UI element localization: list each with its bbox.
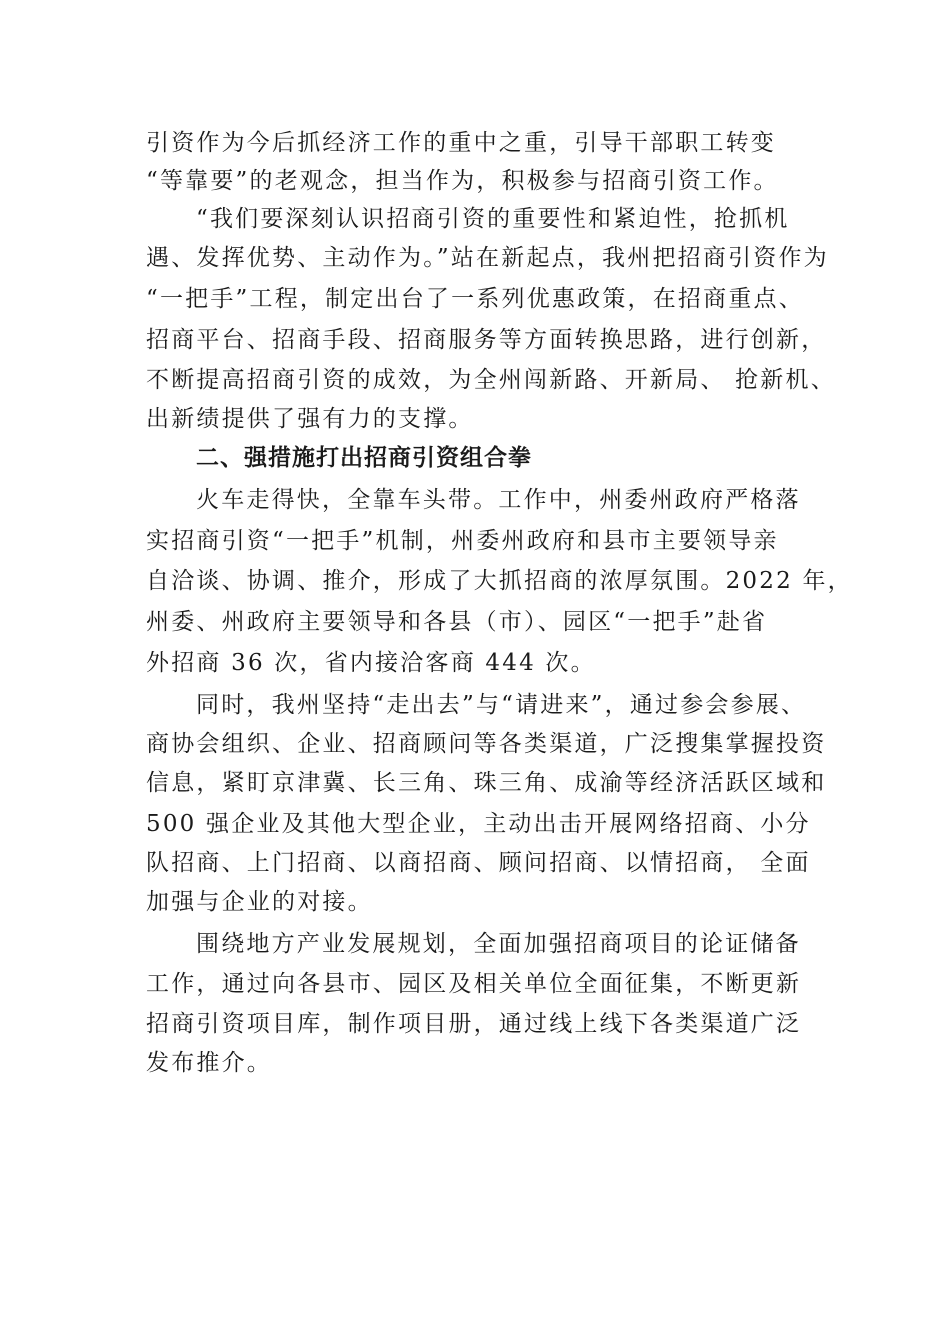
text-line: 招商引资项目库，制作项目册，通过线上线下各类渠道广泛 <box>146 1011 802 1037</box>
text-line: 商协会组织、企业、招商顾问等各类渠道，广泛搜集掌握投资 <box>146 731 827 757</box>
text-line: 实招商引资“一把手”机制，州委州政府和县市主要领导亲 <box>146 528 779 554</box>
text-line: 州委、州政府主要领导和各县（市）、园区“一把手”赴省 <box>146 609 768 635</box>
text-line: 信息，紧盯京津冀、长三角、珠三角、成渝等经济活跃区域和 <box>146 770 827 796</box>
text-line: 发布推介。 <box>146 1050 272 1076</box>
text-line: 出新绩提供了强有力的支撑。 <box>146 406 474 432</box>
text-line: 不断提高招商引资的成效，为全州闯新路、开新局、 抢新机、 <box>146 367 836 393</box>
text-line: 火车走得快，全靠车头带。工作中，州委州政府严格落 <box>196 487 801 513</box>
text-line: 引资作为今后抓经济工作的重中之重，引导干部职工转变 <box>146 130 776 156</box>
text-line: 500 强企业及其他大型企业，主动出击开展网络招商、小分 <box>146 811 811 837</box>
text-line: 队招商、上门招商、以商招商、顾问招商、以情招商， 全面 <box>146 850 811 876</box>
text-line: 遇、发挥优势、主动作为。”站在新起点，我州把招商引资作为 <box>146 245 829 271</box>
text-line: 招商平台、招商手段、招商服务等方面转换思路，进行创新， <box>146 327 827 353</box>
text-line: 自洽谈、协调、推介，形成了大抓招商的浓厚氛围。2022 年， <box>146 568 853 594</box>
text-line: 围绕地方产业发展规划，全面加强招商项目的论证储备 <box>196 931 801 957</box>
text-line: 加强与企业的对接。 <box>146 889 373 915</box>
text-line: 同时，我州坚持“走出去”与“请进来”，通过参会参展、 <box>196 692 807 718</box>
text-line: “我们要深刻认识招商引资的重要性和紧迫性，抢抓机 <box>196 206 790 232</box>
text-line: 外招商 36 次，省内接洽客商 444 次。 <box>146 650 596 676</box>
text-line: “等靠要”的老观念，担当作为，积极参与招商引资工作。 <box>146 168 779 194</box>
text-line: “一把手”工程，制定出台了一系列优惠政策，在招商重点、 <box>146 286 804 312</box>
text-line: 工作，通过向各县市、园区及相关单位全面征集，不断更新 <box>146 971 802 997</box>
section-heading: 二、强措施打出招商引资组合拳 <box>196 445 532 471</box>
